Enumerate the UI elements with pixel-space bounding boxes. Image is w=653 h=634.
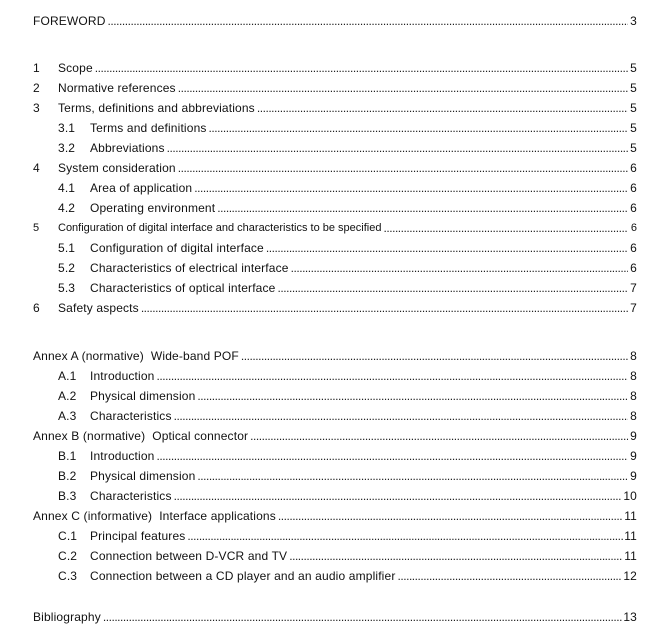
toc-entry-clause[interactable] xyxy=(0,155,637,175)
toc-entry-clause[interactable] xyxy=(0,75,637,95)
toc-entry-title: Safety aspects xyxy=(58,301,139,315)
toc-entry-title: Operating environment xyxy=(90,201,216,215)
toc-page-number: 6 xyxy=(630,201,637,215)
dot-leader xyxy=(217,201,628,215)
toc-page-number: 10 xyxy=(623,489,637,503)
toc-page-number: 5 xyxy=(630,61,637,75)
toc-page-number: 8 xyxy=(630,369,637,383)
toc-page-number: 7 xyxy=(630,301,637,315)
toc-entry-number: 4.2 xyxy=(58,201,76,215)
toc-entry-title: Configuration of digital interface xyxy=(90,241,264,255)
toc-entry-subclause[interactable] xyxy=(0,235,637,255)
toc-entry-number: A.3 xyxy=(58,409,77,423)
dot-leader xyxy=(397,569,622,583)
toc-page-number: 3 xyxy=(630,14,637,28)
annex-label: Annex B (normative) xyxy=(33,429,146,443)
dot-leader xyxy=(250,429,628,443)
toc-page-number: 11 xyxy=(624,529,637,543)
toc-entry-subclause[interactable] xyxy=(0,363,637,383)
toc-entry-subclause[interactable] xyxy=(0,543,637,563)
dot-leader xyxy=(197,389,628,403)
toc-entry-title: Introduction xyxy=(90,449,155,463)
dot-leader xyxy=(157,369,628,383)
dot-leader xyxy=(241,349,628,363)
toc-entry-title: Characteristics of electrical interface xyxy=(90,261,289,275)
toc-entry-number: C.1 xyxy=(58,529,78,543)
toc-entry-subclause[interactable] xyxy=(0,115,637,135)
toc-entry-title: Area of application xyxy=(90,181,193,195)
toc-entry-subclause[interactable] xyxy=(0,403,637,423)
toc-entry-title: Physical dimension xyxy=(90,389,196,403)
toc-entry-title: Configuration of digital interface and characteristics to be specified xyxy=(58,222,382,234)
toc-entry-subclause[interactable] xyxy=(0,383,637,403)
toc-entry-title: Abbreviations xyxy=(90,141,165,155)
toc-entry-subclause[interactable] xyxy=(0,483,637,503)
toc-entry-subclause[interactable] xyxy=(0,463,637,483)
toc-page-number: 8 xyxy=(630,349,637,363)
dot-leader xyxy=(103,610,623,624)
toc-entry-number: 5.3 xyxy=(58,281,76,295)
toc-page-number: 8 xyxy=(630,389,637,403)
toc-entry-clause[interactable] xyxy=(0,55,637,75)
toc-page-number: 6 xyxy=(630,261,637,275)
annex-label: Annex C (informative) xyxy=(33,509,153,523)
dot-leader xyxy=(289,549,623,563)
toc-entry-subclause[interactable] xyxy=(0,175,637,195)
toc-page-number: 9 xyxy=(630,429,637,443)
dot-leader xyxy=(291,261,628,275)
toc-entry-title: Principal features xyxy=(90,529,186,543)
dot-leader xyxy=(108,14,628,28)
toc-entry-title: Scope xyxy=(58,61,93,75)
toc-entry-subclause[interactable] xyxy=(0,563,637,583)
toc-entry-title: Characteristics of optical interface xyxy=(90,281,276,295)
dot-leader xyxy=(174,409,628,423)
toc-page-number: 5 xyxy=(630,81,637,95)
toc-entry-title: Connection between a CD player and an audio amplifier xyxy=(90,569,396,583)
toc-entry-title: System consideration xyxy=(58,161,176,175)
dot-leader xyxy=(194,181,628,195)
dot-leader xyxy=(141,301,628,315)
toc-page-number: 6 xyxy=(630,222,637,234)
toc-entry-number: 4.1 xyxy=(58,181,76,195)
toc-entry-title: Introduction xyxy=(90,369,155,383)
toc-entry-title: Terms and definitions xyxy=(90,121,207,135)
toc-entry-subclause[interactable] xyxy=(0,523,637,543)
toc-entry-clause[interactable] xyxy=(0,95,637,115)
dot-leader xyxy=(277,281,628,295)
toc-entry-number: A.2 xyxy=(58,389,77,403)
toc-entry-title: Optical connector xyxy=(152,429,249,443)
dot-leader xyxy=(167,141,628,155)
dot-leader xyxy=(278,509,623,523)
annex-label: Annex A (normative) xyxy=(33,349,144,363)
toc-entry-number: 6 xyxy=(33,301,40,315)
dot-leader xyxy=(187,529,623,543)
toc-entry-number: 3 xyxy=(33,101,40,115)
toc-entry-bibliography[interactable] xyxy=(0,604,637,624)
toc-entry-title: Normative references xyxy=(58,81,176,95)
toc-entry-number: B.3 xyxy=(58,489,77,503)
toc-page-number: 9 xyxy=(630,469,637,483)
dot-leader xyxy=(174,489,623,503)
toc-entry-title: Characteristics xyxy=(90,489,172,503)
toc-entry-title: FOREWORD xyxy=(33,14,106,28)
toc-entry-annex-a[interactable] xyxy=(0,343,637,363)
toc-entry-title: Connection between D-VCR and TV xyxy=(90,549,288,563)
toc-page-number: 6 xyxy=(630,181,637,195)
toc-entry-title: Bibliography xyxy=(33,610,101,624)
toc-page-number: 11 xyxy=(624,509,637,523)
toc-page-number: 7 xyxy=(630,281,637,295)
dot-leader xyxy=(157,449,628,463)
toc-entry-number: 5.2 xyxy=(58,261,76,275)
toc-entry-title: Interface applications xyxy=(159,509,276,523)
toc-entry-clause[interactable] xyxy=(0,295,637,315)
toc-page-number: 5 xyxy=(630,121,637,135)
toc-entry-number: B.2 xyxy=(58,469,77,483)
toc-entry-subclause[interactable] xyxy=(0,135,637,155)
toc-entry-subclause[interactable] xyxy=(0,255,637,275)
toc-entry-number: C.2 xyxy=(58,549,78,563)
dot-leader xyxy=(383,221,628,235)
toc-page-number: 8 xyxy=(630,409,637,423)
toc-page-number: 5 xyxy=(630,101,637,115)
toc-entry-title: Characteristics xyxy=(90,409,172,423)
toc-entry-annex-c[interactable] xyxy=(0,503,637,523)
dot-leader xyxy=(257,101,628,115)
toc-page-number: 6 xyxy=(630,241,637,255)
toc-entry-number: 3.1 xyxy=(58,121,76,135)
toc-page-number: 9 xyxy=(630,449,637,463)
toc-page-number: 5 xyxy=(630,141,637,155)
toc-page-number: 6 xyxy=(630,161,637,175)
toc-page-number: 12 xyxy=(623,569,637,583)
toc-entry-annex-b[interactable] xyxy=(0,423,637,443)
toc-entry-number: C.3 xyxy=(58,569,78,583)
dot-leader xyxy=(95,61,628,75)
toc-entry-number: A.1 xyxy=(58,369,77,383)
dot-leader xyxy=(209,121,628,135)
toc-entry-subclause[interactable] xyxy=(0,275,637,295)
toc-page-number: 13 xyxy=(623,610,637,624)
toc-entry-number: 2 xyxy=(33,81,40,95)
toc-entry-foreword[interactable] xyxy=(0,8,637,28)
toc-entry-number: 4 xyxy=(33,161,40,175)
toc-entry-number: B.1 xyxy=(58,449,77,463)
toc-entry-number: 5.1 xyxy=(58,241,76,255)
toc-page-number: 11 xyxy=(624,549,637,563)
dot-leader xyxy=(266,241,628,255)
dot-leader xyxy=(178,81,628,95)
toc-entry-subclause[interactable] xyxy=(0,195,637,215)
dot-leader xyxy=(178,161,628,175)
toc-entry-subclause[interactable] xyxy=(0,443,637,463)
toc-entry-clause[interactable] xyxy=(0,215,637,235)
toc-entry-number: 3.2 xyxy=(58,141,76,155)
toc-entry-title: Physical dimension xyxy=(90,469,196,483)
toc-entry-title: Terms, definitions and abbreviations xyxy=(58,101,255,115)
toc-entry-number: 1 xyxy=(33,61,40,75)
dot-leader xyxy=(197,469,628,483)
toc-entry-number: 5 xyxy=(33,222,40,234)
toc-entry-title: Wide-band POF xyxy=(150,349,239,363)
